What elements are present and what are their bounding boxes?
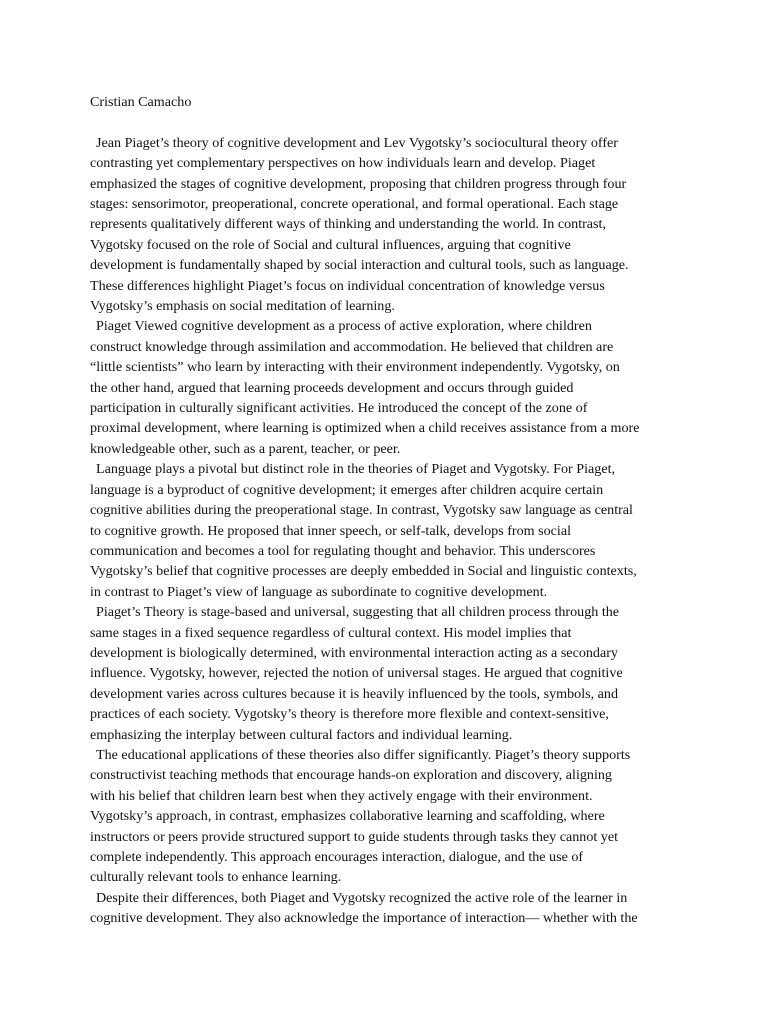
text-line: represents qualitatively different ways of thinking and understanding the world. In contrast, <box>90 216 606 233</box>
paragraph <box>90 888 690 929</box>
text-line: construct knowledge through assimilation and accommodation. He believed that children are <box>90 338 614 355</box>
text-line: practices of each society. Vygotsky’s theory is therefore more flexible and context-sensitive, <box>90 706 609 723</box>
text-line: Piaget Viewed cognitive development as a process of active exploration, where children <box>96 318 592 335</box>
text-line: emphasizing the interplay between cultural factors and individual learning. <box>90 726 513 743</box>
text-line: Vygotsky’s approach, in contrast, emphasizes collaborative learning and scaffolding, where <box>90 808 605 825</box>
paragraph <box>90 316 690 459</box>
text-line: Language plays a pivotal but distinct role in the theories of Piaget and Vygotsky. For Piaget, <box>96 461 616 478</box>
text-line: communication and becomes a tool for regulating thought and behavior. This underscores <box>90 542 596 559</box>
text-line: development is fundamentally shaped by social interaction and cultural tools, such as language. <box>90 257 629 274</box>
text-line: “little scientists” who learn by interacting with their environment independently. Vygotsky, on <box>90 359 620 376</box>
paragraph <box>90 459 690 602</box>
text-line: stages: sensorimotor, preoperational, concrete operational, and formal operational. Each stage <box>90 196 619 213</box>
paragraph <box>90 745 690 888</box>
text-line: complete independently. This approach encourages interaction, dialogue, and the use of <box>90 849 584 866</box>
text-line: language is a byproduct of cognitive development; it emerges after children acquire certain <box>90 481 604 498</box>
text-line: The educational applications of these theories also differ significantly. Piaget’s theory supports <box>96 746 631 763</box>
paragraph <box>90 602 690 745</box>
text-line: knowledgeable other, such as a parent, teacher, or peer. <box>90 440 401 457</box>
text-line: contrasting yet complementary perspectives on how individuals learn and develop. Piaget <box>90 155 596 172</box>
text-line: Vygotsky focused on the role of Social and cultural influences, arguing that cognitive <box>90 236 571 253</box>
text-line: These differences highlight Piaget’s focus on individual concentration of knowledge versus <box>90 277 605 294</box>
text-line: cognitive development. They also acknowledge the importance of interaction— whether with the <box>90 910 638 927</box>
text-line: in contrast to Piaget’s view of language as subordinate to cognitive development. <box>90 583 548 600</box>
author-name: Cristian Camacho <box>90 94 192 110</box>
text-line: with his belief that children learn best when they actively engage with their environment. <box>90 787 593 804</box>
text-line: instructors or peers provide structured support to guide students through tasks they cannot yet <box>90 828 619 845</box>
text-line: the other hand, argued that learning proceeds development and occurs through guided <box>90 379 574 396</box>
text-line: development varies across cultures because it is heavily influenced by the tools, symbols, and <box>90 685 618 702</box>
text-line: participation in culturally significant activities. He introduced the concept of the zone of <box>90 400 588 417</box>
text-line: Piaget’s Theory is stage-based and universal, suggesting that all children process through the <box>96 604 620 621</box>
text-line: culturally relevant tools to enhance learning. <box>90 869 342 886</box>
text-line: Vygotsky’s belief that cognitive processes are deeply embedded in Social and linguistic contexts, <box>90 563 637 580</box>
text-line: emphasized the stages of cognitive development, proposing that children progress through four <box>90 175 627 192</box>
text-line: constructivist teaching methods that encourage hands-on exploration and discovery, aligning <box>90 767 612 784</box>
document-body <box>90 92 690 929</box>
text-line: same stages in a fixed sequence regardless of cultural context. His model implies that <box>90 624 572 641</box>
paragraph <box>90 133 690 317</box>
text-line: development is biologically determined, with environmental interaction acting as a secondary <box>90 644 618 661</box>
text-line: Jean Piaget’s theory of cognitive development and Lev Vygotsky’s sociocultural theory offer <box>96 134 618 151</box>
text-line: Vygotsky’s emphasis on social meditation of learning. <box>90 298 395 315</box>
text-line: Despite their differences, both Piaget and Vygotsky recognized the active role of the learner in <box>96 889 628 906</box>
text-line: to cognitive growth. He proposed that inner speech, or self-talk, develops from social <box>90 522 572 539</box>
text-line: proximal development, where learning is optimized when a child receives assistance from a more <box>90 420 640 437</box>
text-line: influence. Vygotsky, however, rejected the notion of universal stages. He argued that cognitive <box>90 665 623 682</box>
text-line: cognitive abilities during the preoperational stage. In contrast, Vygotsky saw language as central <box>90 502 633 519</box>
